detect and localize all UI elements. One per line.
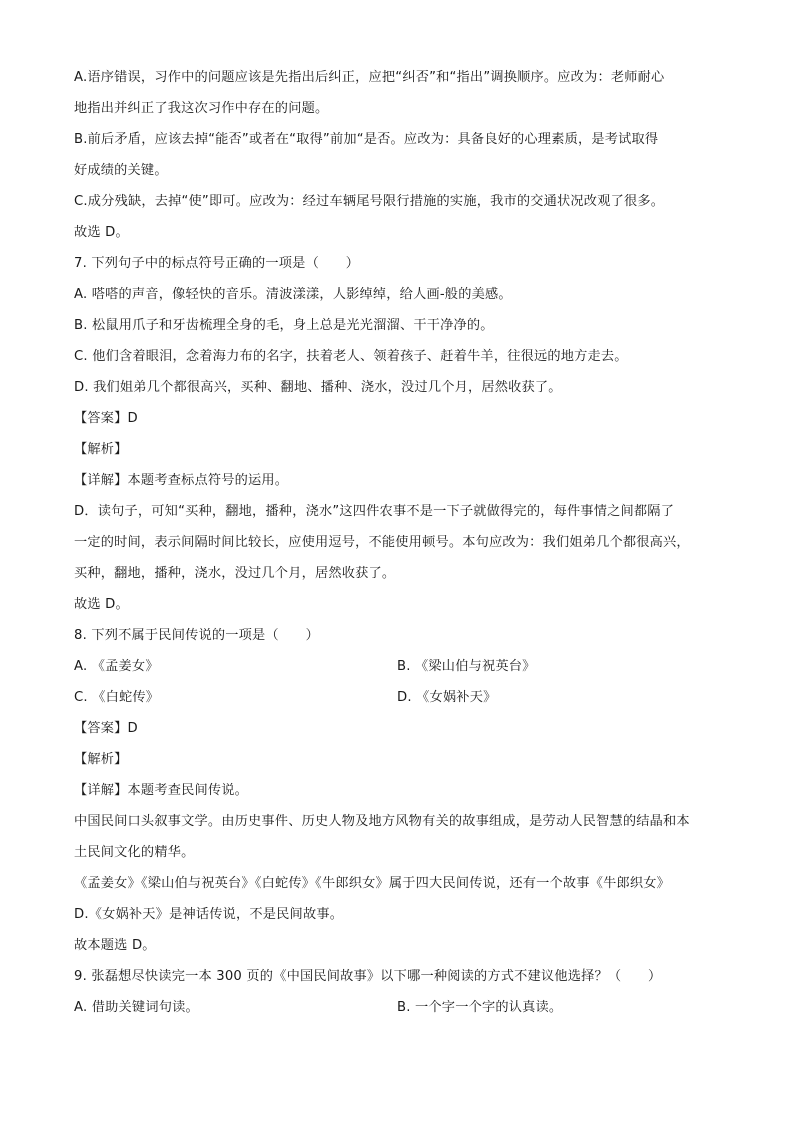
question-7-option-b: B. 松鼠用爪子和牙齿梳理全身的毛，身上总是光光溜溜、干干净净的。 — [74, 318, 494, 333]
question-8-stem: 8. 下列不属于民间传说的一项是（ ） — [74, 628, 319, 643]
question-8-explanation-line: 《孟姜女》《梁山伯与祝英台》《白蛇传》《牛郎织女》属于四大民间传说，还有一个故事《牛郎织女》 — [74, 876, 671, 891]
question-8-option-d: D. 《女娲补天》 — [397, 690, 497, 705]
question-9-options-row — [74, 992, 724, 1023]
question-9-option-b: B. 一个字一个字的认真读。 — [397, 1000, 563, 1015]
question-7-explanation-line: D．读句子，可知“买种，翻地，播种，浇水”这四件农事不是一下子就做得完的，每件事情之间都隔了 — [74, 504, 675, 519]
question-8-conclusion: 故本题选 D。 — [74, 938, 156, 953]
question-7-conclusion: 故选 D。 — [74, 597, 129, 612]
question-7-answer: 【答案】D — [74, 411, 138, 426]
question-7-stem: 7. 下列句子中的标点符号正确的一项是（ ） — [74, 256, 360, 271]
question-7-option-a: A. 嗒嗒的声音，像轻快的音乐。清波漾漾，人影绰绰，给人画-般的美感。 — [74, 287, 512, 302]
question-9-option-a: A. 借助关键词句读。 — [74, 1000, 199, 1015]
conclusion-line: 故选 D。 — [74, 225, 129, 240]
text-line: 好成绩的关键。 — [74, 163, 168, 178]
document-page — [74, 62, 724, 1023]
question-7-explanation-line: 一定的时间，表示间隔时间比较长，应使用逗号，不能使用顿号。本句应改为：我们姐弟几个都很高兴， — [74, 535, 690, 550]
question-7-option-c: C. 他们含着眼泪，念着海力布的名字，扶着老人、领着孩子、赶着牛羊，往很远的地方走去。 — [74, 349, 628, 364]
question-7-detail: 【详解】本题考查标点符号的运用。 — [74, 473, 289, 488]
question-7-option-d: D. 我们姐弟几个都很高兴，买种、翻地、播种、浇水，没过几个月，居然收获了。 — [74, 380, 562, 395]
question-8-option-c: C. 《白蛇传》 — [74, 690, 160, 705]
text-line: C.成分残缺，去掉“使”即可。应改为：经过车辆尾号限行措施的实施，我市的交通状况改观了很多。 — [74, 194, 665, 209]
question-8-analysis-label: 【解析】 — [74, 752, 128, 767]
question-8-option-b: B. 《梁山伯与祝英台》 — [397, 659, 536, 674]
question-7-analysis-label: 【解析】 — [74, 442, 128, 457]
text-line: A.语序错误，习作中的问题应该是先指出后纠正，应把“纠否”和“指出”调换顺序。应改为：老师耐心 — [74, 70, 665, 85]
question-8-options-row — [74, 651, 724, 682]
question-8-explanation-line: 土民间文化的精华。 — [74, 845, 195, 860]
question-8-explanation-line: 中国民间口头叙事文学。由历史事件、历史人物及地方风物有关的故事组成，是劳动人民智慧的结晶和本 — [74, 814, 690, 829]
text-line: B.前后矛盾，应该去掉“能否”或者在“取得”前加“是否。应改为：具备良好的心理素质，是考试取得 — [74, 132, 659, 147]
question-8-detail: 【详解】本题考查民间传说。 — [74, 783, 249, 798]
question-7-explanation-line: 买种，翻地，播种，浇水，没过几个月，居然收获了。 — [74, 566, 396, 581]
question-8-answer: 【答案】D — [74, 721, 138, 736]
question-8-options-row — [74, 682, 724, 713]
text-line: 地指出并纠正了我这次习作中存在的问题。 — [74, 101, 329, 116]
question-9-stem: 9. 张磊想尽快读完一本 300 页的《中国民间故事》以下哪一种阅读的方式不建议他选择？（ ） — [74, 969, 662, 984]
question-8-option-a: A. 《孟姜女》 — [74, 659, 159, 674]
question-8-explanation-line: D.《女娲补天》是神话传说，不是民间故事。 — [74, 907, 344, 922]
